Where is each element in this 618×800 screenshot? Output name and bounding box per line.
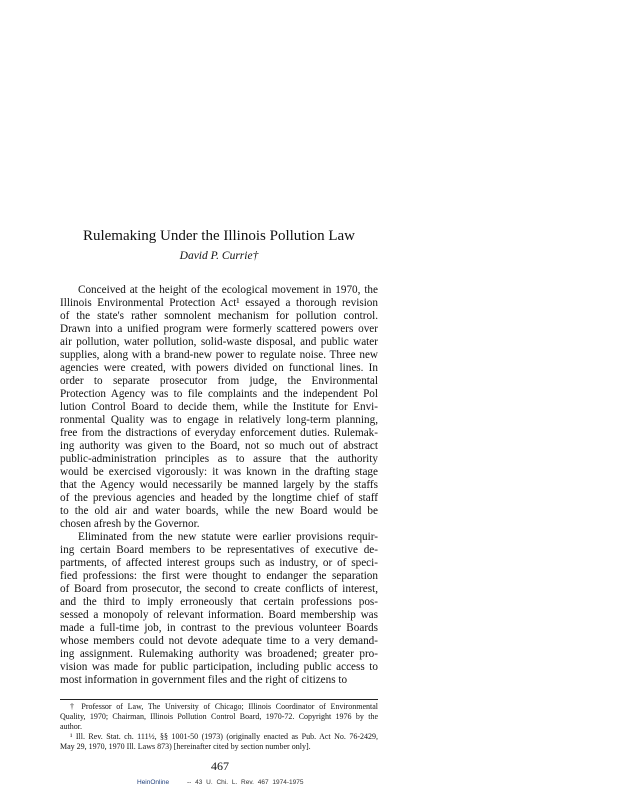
body-line: that the Agency would necessarily be manned largely by the staffs — [60, 479, 378, 491]
body-line: would be exercised vigorously: it was known in the drafting stage — [60, 466, 378, 478]
body-line: to the old air and water boards, while the new Board would be — [60, 505, 378, 517]
body-line: order to separate prosecutor from judge, the Environmental — [60, 375, 378, 387]
body-line: ing certain Board members to be representatives of executive de- — [60, 544, 378, 556]
footnote-line: Quality, 1970; Chairman, Illinois Pollution Control Board, 1970-72. Copyright 1976 by the — [60, 712, 378, 721]
body-line: ing authority was given to the Board, not so much out of abstract — [60, 440, 378, 452]
body-line: whose members could not devote adequate time to a very demand- — [60, 635, 378, 647]
footnotes — [60, 702, 378, 752]
body-line: Conceived at the height of the ecological movement in 1970, the — [78, 284, 378, 296]
body-line: agencies were created, with powers divided on functional lines. In — [60, 362, 378, 374]
body-line: and the third to imply erroneously that certain professions pos- — [60, 596, 378, 608]
body-line: chosen afresh by the Governor. — [60, 518, 200, 530]
body-line: vision was made for public participation, including public access to — [60, 661, 378, 673]
body-line: of Board from prosecutor, the second to create conflicts of interest, — [60, 583, 378, 595]
article-body — [60, 284, 378, 687]
body-line: Eliminated from the new statute were earlier provisions requir- — [78, 531, 378, 543]
footnote-line: † Professor of Law, The University of Chicago; Illinois Coordinator of Environmental — [70, 702, 378, 711]
body-line: of the state's rather somnolent mechanism for pollution control. — [60, 310, 378, 322]
footer-brand[interactable]: HeinOnline — [137, 779, 170, 786]
body-line: public-administration principles as to assure that the authority — [60, 453, 378, 465]
footnote-line: author. — [60, 722, 82, 731]
footnote-divider — [60, 699, 378, 700]
footnote-line: ¹ Ill. Rev. Stat. ch. 111½, §§ 1001-50 (1973) (originally enacted as Pub. Act No. 76-2429, — [70, 732, 378, 741]
page-footer — [137, 779, 303, 786]
body-line: Drawn into a unified program were formerly scattered powers over — [60, 323, 378, 335]
body-line: Illinois Environmental Protection Act¹ essayed a thorough revision — [60, 297, 378, 309]
body-line: made a full-time job, in contrast to the previous volunteer Boards — [60, 622, 378, 634]
body-line: sessed a monopoly of relevant information. Board membership was — [60, 609, 378, 621]
article-author: David P. Currie† — [179, 250, 259, 262]
body-line: free from the distractions of everyday enforcement duties. Rulemak- — [60, 427, 378, 439]
article-title: Rulemaking Under the Illinois Pollution Law — [82, 228, 356, 244]
footer-citation: -- 43 U. Chi. L. Rev. 467 1974-1975 — [186, 779, 304, 786]
body-line: ing assignment. Rulemaking authority was broadened; greater pro- — [60, 648, 378, 660]
footnote-line: May 29, 1970, 1970 Ill. Laws 873) [hereinafter cited by section number only]. — [60, 742, 311, 751]
body-line: most information in government files and the right of citizens to — [60, 674, 348, 686]
body-line: of the previous agencies and headed by the longtime chief of staff — [60, 492, 378, 504]
body-line: ronmental Quality was to engage in relatively long-term planning, — [60, 414, 378, 426]
body-line: partments, of affected interest groups such as industry, or of speci- — [60, 557, 378, 569]
body-line: lution Control Board to decide them, while the Institute for Envi- — [60, 401, 378, 413]
body-line: air pollution, water pollution, solid-waste disposal, and public water — [60, 336, 378, 348]
body-line: supplies, along with a brand-new power to regulate noise. Three new — [60, 349, 378, 361]
page-number: 467 — [211, 759, 229, 773]
body-line: fied professions: the first were thought to endanger the separation — [60, 570, 378, 582]
body-line: Protection Agency was to file complaints and the independent Pol — [60, 388, 378, 400]
